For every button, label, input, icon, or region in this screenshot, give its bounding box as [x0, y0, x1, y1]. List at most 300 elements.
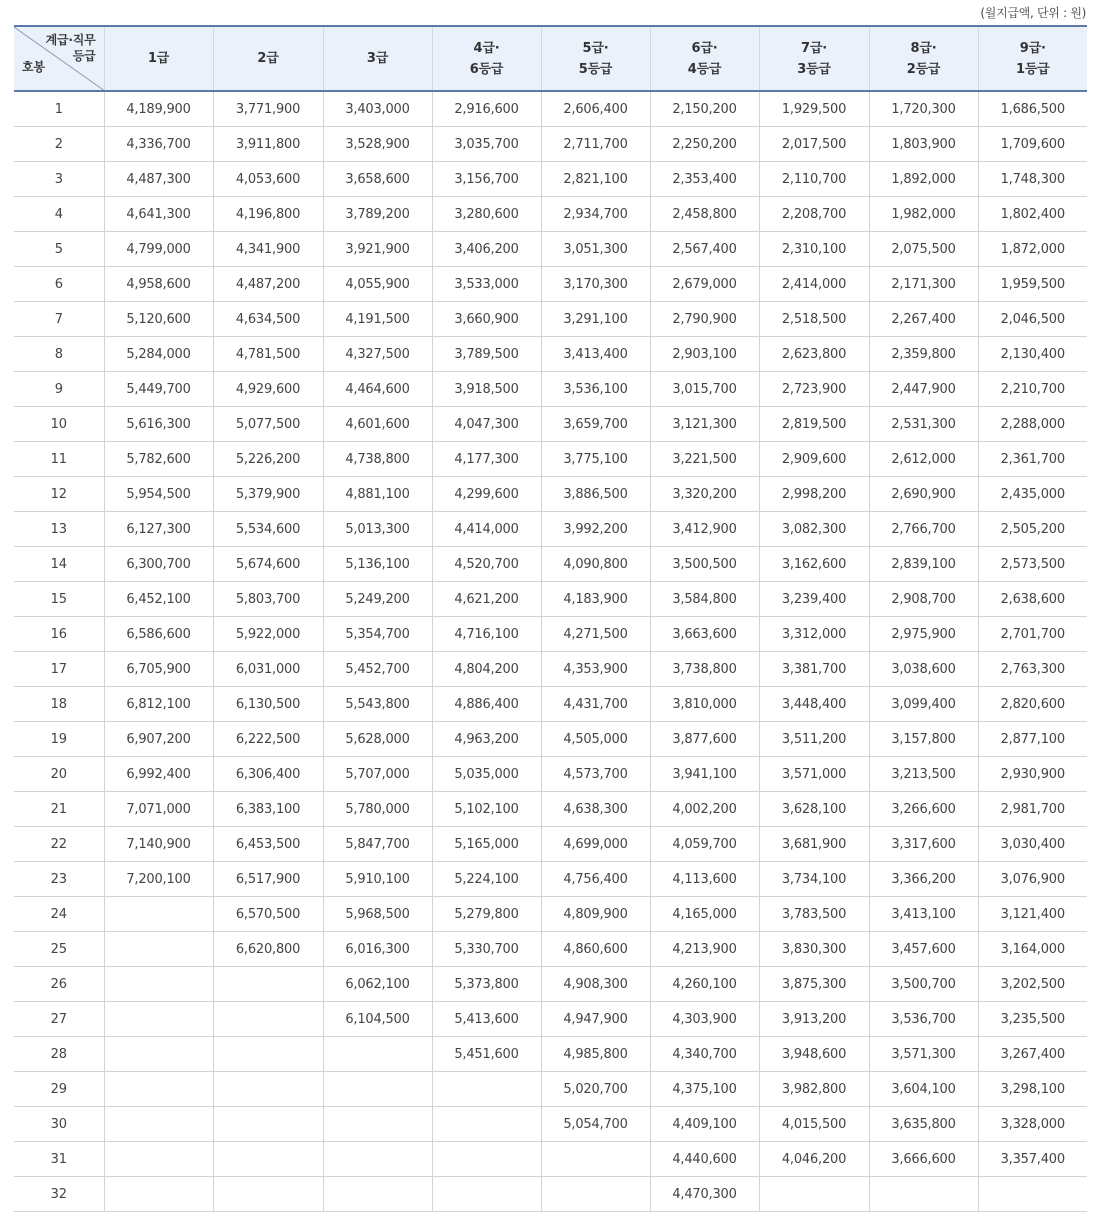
salary-cell: 5,674,600	[213, 547, 323, 582]
salary-cell: 3,235,500	[978, 1002, 1087, 1037]
salary-cell	[213, 1002, 323, 1037]
salary-cell: 5,449,700	[104, 372, 213, 407]
salary-cell: 4,440,600	[650, 1142, 759, 1177]
table-row	[14, 757, 1087, 792]
salary-table	[14, 25, 1087, 1212]
salary-cell	[323, 1107, 432, 1142]
salary-cell: 3,035,700	[432, 127, 541, 162]
salary-cell	[323, 1177, 432, 1212]
salary-cell: 3,775,100	[541, 442, 650, 477]
table-row	[14, 617, 1087, 652]
salary-cell: 2,908,700	[869, 582, 978, 617]
salary-cell: 3,121,400	[978, 897, 1087, 932]
salary-cell: 4,189,900	[104, 91, 213, 127]
salary-table-body	[14, 91, 1087, 1212]
salary-cell: 3,381,700	[759, 652, 869, 687]
salary-cell: 4,327,500	[323, 337, 432, 372]
salary-cell: 5,922,000	[213, 617, 323, 652]
salary-cell: 2,820,600	[978, 687, 1087, 722]
step-cell: 14	[14, 547, 104, 582]
salary-cell: 5,707,000	[323, 757, 432, 792]
salary-cell: 6,300,700	[104, 547, 213, 582]
step-cell: 17	[14, 652, 104, 687]
salary-cell: 4,908,300	[541, 967, 650, 1002]
table-row	[14, 862, 1087, 897]
corner-top-line2: 등급	[72, 49, 96, 63]
table-row	[14, 967, 1087, 1002]
corner-top-line1: 계급·직무	[45, 33, 96, 47]
salary-cell: 4,303,900	[650, 1002, 759, 1037]
salary-cell: 2,916,600	[432, 91, 541, 127]
salary-cell: 4,015,500	[759, 1107, 869, 1142]
table-row	[14, 407, 1087, 442]
salary-cell: 3,528,900	[323, 127, 432, 162]
salary-cell: 4,046,200	[759, 1142, 869, 1177]
salary-cell: 2,930,900	[978, 757, 1087, 792]
salary-cell: 2,150,200	[650, 91, 759, 127]
step-cell: 11	[14, 442, 104, 477]
salary-cell: 4,886,400	[432, 687, 541, 722]
step-cell: 24	[14, 897, 104, 932]
salary-cell: 4,958,600	[104, 267, 213, 302]
table-row	[14, 197, 1087, 232]
salary-cell: 5,451,600	[432, 1037, 541, 1072]
salary-cell: 3,992,200	[541, 512, 650, 547]
salary-cell: 2,819,500	[759, 407, 869, 442]
salary-cell: 5,780,000	[323, 792, 432, 827]
step-cell: 5	[14, 232, 104, 267]
salary-cell: 6,907,200	[104, 722, 213, 757]
salary-cell	[213, 1177, 323, 1212]
salary-cell: 4,414,000	[432, 512, 541, 547]
salary-cell	[213, 967, 323, 1002]
salary-cell: 2,573,500	[978, 547, 1087, 582]
salary-cell: 2,606,400	[541, 91, 650, 127]
salary-cell: 4,002,200	[650, 792, 759, 827]
salary-cell: 2,690,900	[869, 477, 978, 512]
salary-cell: 3,681,900	[759, 827, 869, 862]
salary-cell: 3,875,300	[759, 967, 869, 1002]
salary-cell: 4,716,100	[432, 617, 541, 652]
salary-cell: 4,809,900	[541, 897, 650, 932]
salary-cell: 3,366,200	[869, 862, 978, 897]
salary-cell: 3,298,100	[978, 1072, 1087, 1107]
salary-cell: 3,082,300	[759, 512, 869, 547]
salary-cell	[759, 1177, 869, 1212]
salary-cell	[213, 1072, 323, 1107]
salary-cell: 4,470,300	[650, 1177, 759, 1212]
salary-cell: 5,120,600	[104, 302, 213, 337]
salary-cell: 5,035,000	[432, 757, 541, 792]
salary-cell: 4,260,100	[650, 967, 759, 1002]
step-cell: 30	[14, 1107, 104, 1142]
salary-cell: 3,911,800	[213, 127, 323, 162]
salary-cell: 4,505,000	[541, 722, 650, 757]
step-cell: 20	[14, 757, 104, 792]
table-row	[14, 477, 1087, 512]
table-row	[14, 932, 1087, 967]
table-row	[14, 337, 1087, 372]
grade-header-7	[759, 26, 869, 91]
salary-cell: 3,291,100	[541, 302, 650, 337]
table-row	[14, 582, 1087, 617]
salary-cell	[104, 1037, 213, 1072]
salary-cell: 3,239,400	[759, 582, 869, 617]
salary-cell: 2,638,600	[978, 582, 1087, 617]
step-cell: 25	[14, 932, 104, 967]
step-cell: 18	[14, 687, 104, 722]
salary-cell: 3,317,600	[869, 827, 978, 862]
salary-cell: 2,171,300	[869, 267, 978, 302]
step-cell: 28	[14, 1037, 104, 1072]
salary-cell: 3,584,800	[650, 582, 759, 617]
salary-cell: 6,062,100	[323, 967, 432, 1002]
step-cell: 15	[14, 582, 104, 617]
salary-cell: 4,431,700	[541, 687, 650, 722]
salary-cell: 3,982,800	[759, 1072, 869, 1107]
salary-cell	[541, 1142, 650, 1177]
salary-cell: 4,055,900	[323, 267, 432, 302]
salary-cell: 5,054,700	[541, 1107, 650, 1142]
salary-cell: 6,306,400	[213, 757, 323, 792]
grade-header-6	[650, 26, 759, 91]
salary-cell: 2,353,400	[650, 162, 759, 197]
salary-cell: 5,782,600	[104, 442, 213, 477]
salary-cell: 3,666,600	[869, 1142, 978, 1177]
salary-cell: 2,839,100	[869, 547, 978, 582]
salary-cell: 2,310,100	[759, 232, 869, 267]
salary-cell: 3,536,700	[869, 1002, 978, 1037]
salary-cell: 3,771,900	[213, 91, 323, 127]
salary-cell: 2,623,800	[759, 337, 869, 372]
step-cell: 29	[14, 1072, 104, 1107]
salary-cell: 4,336,700	[104, 127, 213, 162]
salary-cell	[104, 967, 213, 1002]
salary-cell: 3,830,300	[759, 932, 869, 967]
salary-cell: 3,413,100	[869, 897, 978, 932]
salary-cell: 4,183,900	[541, 582, 650, 617]
salary-cell: 7,140,900	[104, 827, 213, 862]
salary-cell: 1,892,000	[869, 162, 978, 197]
salary-cell: 3,162,600	[759, 547, 869, 582]
salary-cell	[104, 1107, 213, 1142]
salary-cell: 4,340,700	[650, 1037, 759, 1072]
salary-cell: 3,511,200	[759, 722, 869, 757]
salary-cell: 3,500,500	[650, 547, 759, 582]
salary-cell: 3,213,500	[869, 757, 978, 792]
salary-cell: 1,686,500	[978, 91, 1087, 127]
table-row	[14, 792, 1087, 827]
table-row	[14, 827, 1087, 862]
salary-cell: 3,312,000	[759, 617, 869, 652]
grade-header-7-line1: 7급·	[801, 40, 827, 56]
table-row	[14, 442, 1087, 477]
salary-cell	[213, 1107, 323, 1142]
step-cell: 8	[14, 337, 104, 372]
salary-cell: 4,860,600	[541, 932, 650, 967]
salary-cell: 5,534,600	[213, 512, 323, 547]
step-cell: 9	[14, 372, 104, 407]
salary-cell: 1,872,000	[978, 232, 1087, 267]
table-row	[14, 1177, 1087, 1212]
salary-cell: 2,790,900	[650, 302, 759, 337]
salary-cell: 6,127,300	[104, 512, 213, 547]
grade-header-4-line1: 4급·	[473, 40, 500, 56]
salary-cell	[104, 1177, 213, 1212]
table-row	[14, 547, 1087, 582]
salary-cell: 4,756,400	[541, 862, 650, 897]
salary-cell: 3,099,400	[869, 687, 978, 722]
table-row	[14, 91, 1087, 127]
step-cell: 19	[14, 722, 104, 757]
salary-cell: 3,941,100	[650, 757, 759, 792]
salary-cell: 4,487,200	[213, 267, 323, 302]
grade-header-3	[323, 26, 432, 91]
salary-cell: 5,249,200	[323, 582, 432, 617]
salary-cell	[104, 932, 213, 967]
salary-cell: 3,635,800	[869, 1107, 978, 1142]
salary-cell: 2,723,900	[759, 372, 869, 407]
step-cell: 10	[14, 407, 104, 442]
salary-cell: 1,959,500	[978, 267, 1087, 302]
step-cell: 7	[14, 302, 104, 337]
salary-cell: 3,406,200	[432, 232, 541, 267]
unit-note: (월지급액, 단위 : 원)	[980, 6, 1086, 20]
salary-cell: 5,136,100	[323, 547, 432, 582]
grade-header-2-line1: 2급	[257, 51, 279, 66]
salary-cell: 4,047,300	[432, 407, 541, 442]
salary-cell	[213, 1037, 323, 1072]
table-row	[14, 897, 1087, 932]
salary-cell	[541, 1177, 650, 1212]
salary-cell: 4,487,300	[104, 162, 213, 197]
salary-cell: 4,641,300	[104, 197, 213, 232]
salary-cell: 1,709,600	[978, 127, 1087, 162]
salary-cell: 4,464,600	[323, 372, 432, 407]
salary-cell: 2,414,000	[759, 267, 869, 302]
salary-cell: 3,121,300	[650, 407, 759, 442]
salary-cell: 3,357,400	[978, 1142, 1087, 1177]
salary-cell: 2,998,200	[759, 477, 869, 512]
grade-header-9-line2: 1등급	[1015, 61, 1050, 77]
salary-cell: 3,886,500	[541, 477, 650, 512]
salary-cell: 4,213,900	[650, 932, 759, 967]
salary-cell: 4,573,700	[541, 757, 650, 792]
salary-cell: 2,612,000	[869, 442, 978, 477]
step-cell: 3	[14, 162, 104, 197]
salary-cell: 3,157,800	[869, 722, 978, 757]
salary-cell: 1,982,000	[869, 197, 978, 232]
salary-cell: 4,165,000	[650, 897, 759, 932]
table-row	[14, 267, 1087, 302]
salary-cell: 4,963,200	[432, 722, 541, 757]
salary-cell: 3,658,600	[323, 162, 432, 197]
salary-cell: 3,921,900	[323, 232, 432, 267]
salary-cell: 2,046,500	[978, 302, 1087, 337]
salary-cell: 2,075,500	[869, 232, 978, 267]
table-row	[14, 1107, 1087, 1142]
salary-cell: 6,016,300	[323, 932, 432, 967]
salary-cell: 1,802,400	[978, 197, 1087, 232]
salary-cell	[323, 1037, 432, 1072]
step-cell: 23	[14, 862, 104, 897]
salary-cell: 3,164,000	[978, 932, 1087, 967]
salary-cell: 4,409,100	[650, 1107, 759, 1142]
salary-cell: 4,799,000	[104, 232, 213, 267]
salary-cell: 5,226,200	[213, 442, 323, 477]
salary-cell: 2,934,700	[541, 197, 650, 232]
salary-cell: 5,279,800	[432, 897, 541, 932]
salary-cell: 2,567,400	[650, 232, 759, 267]
salary-cell: 3,810,000	[650, 687, 759, 722]
salary-cell: 6,222,500	[213, 722, 323, 757]
salary-cell: 2,981,700	[978, 792, 1087, 827]
salary-cell: 3,913,200	[759, 1002, 869, 1037]
salary-cell: 3,571,300	[869, 1037, 978, 1072]
salary-cell: 4,738,800	[323, 442, 432, 477]
salary-cell: 4,271,500	[541, 617, 650, 652]
grade-header-4-line2: 6등급	[469, 61, 504, 77]
salary-cell: 6,812,100	[104, 687, 213, 722]
salary-cell: 5,224,100	[432, 862, 541, 897]
salary-cell: 4,191,500	[323, 302, 432, 337]
step-cell: 12	[14, 477, 104, 512]
salary-cell: 4,781,500	[213, 337, 323, 372]
salary-cell: 3,015,700	[650, 372, 759, 407]
salary-cell: 3,202,500	[978, 967, 1087, 1002]
grade-header-9-line1: 9급·	[1019, 40, 1046, 56]
salary-cell: 4,881,100	[323, 477, 432, 512]
salary-cell: 5,379,900	[213, 477, 323, 512]
salary-cell: 1,720,300	[869, 91, 978, 127]
salary-cell: 5,968,500	[323, 897, 432, 932]
table-row	[14, 722, 1087, 757]
salary-cell: 1,748,300	[978, 162, 1087, 197]
salary-cell: 3,156,700	[432, 162, 541, 197]
salary-cell: 5,284,000	[104, 337, 213, 372]
salary-cell: 2,017,500	[759, 127, 869, 162]
salary-cell: 6,620,800	[213, 932, 323, 967]
salary-cell: 3,628,100	[759, 792, 869, 827]
table-row	[14, 232, 1087, 267]
salary-cell: 6,586,600	[104, 617, 213, 652]
salary-cell: 3,328,000	[978, 1107, 1087, 1142]
salary-cell: 4,601,600	[323, 407, 432, 442]
salary-cell: 3,663,600	[650, 617, 759, 652]
salary-cell: 2,359,800	[869, 337, 978, 372]
salary-cell: 5,413,600	[432, 1002, 541, 1037]
salary-cell: 2,763,300	[978, 652, 1087, 687]
salary-cell: 6,570,500	[213, 897, 323, 932]
salary-cell: 3,413,400	[541, 337, 650, 372]
grade-header-6-line1: 6급·	[691, 40, 718, 56]
salary-cell: 4,299,600	[432, 477, 541, 512]
step-cell: 26	[14, 967, 104, 1002]
salary-cell: 4,621,200	[432, 582, 541, 617]
salary-cell: 5,013,300	[323, 512, 432, 547]
salary-cell: 2,505,200	[978, 512, 1087, 547]
salary-cell: 2,909,600	[759, 442, 869, 477]
salary-cell: 5,616,300	[104, 407, 213, 442]
salary-cell	[213, 1142, 323, 1177]
salary-cell	[323, 1142, 432, 1177]
salary-cell: 3,320,200	[650, 477, 759, 512]
salary-cell: 6,031,000	[213, 652, 323, 687]
salary-cell: 2,711,700	[541, 127, 650, 162]
salary-cell: 1,929,500	[759, 91, 869, 127]
salary-cell: 2,701,700	[978, 617, 1087, 652]
table-row	[14, 372, 1087, 407]
salary-cell: 2,975,900	[869, 617, 978, 652]
salary-cell: 4,196,800	[213, 197, 323, 232]
salary-cell: 3,448,400	[759, 687, 869, 722]
table-row	[14, 302, 1087, 337]
salary-cell: 4,929,600	[213, 372, 323, 407]
grade-header-8	[869, 26, 978, 91]
salary-cell: 5,354,700	[323, 617, 432, 652]
salary-cell: 2,903,100	[650, 337, 759, 372]
salary-cell: 2,877,100	[978, 722, 1087, 757]
salary-cell: 6,130,500	[213, 687, 323, 722]
salary-cell: 7,071,000	[104, 792, 213, 827]
salary-cell: 4,804,200	[432, 652, 541, 687]
table-row	[14, 1072, 1087, 1107]
salary-cell: 4,090,800	[541, 547, 650, 582]
salary-cell: 4,985,800	[541, 1037, 650, 1072]
table-row	[14, 1037, 1087, 1072]
salary-cell: 4,375,100	[650, 1072, 759, 1107]
header-row	[14, 26, 1087, 91]
salary-cell: 5,803,700	[213, 582, 323, 617]
table-row	[14, 512, 1087, 547]
salary-cell: 5,165,000	[432, 827, 541, 862]
salary-cell: 2,361,700	[978, 442, 1087, 477]
grade-header-2	[213, 26, 323, 91]
salary-cell: 3,403,000	[323, 91, 432, 127]
table-row	[14, 687, 1087, 722]
salary-cell: 2,458,800	[650, 197, 759, 232]
salary-cell: 2,267,400	[869, 302, 978, 337]
grade-header-6-line2: 4등급	[687, 61, 722, 77]
corner-bottom-label: 호봉	[22, 60, 45, 74]
step-cell: 6	[14, 267, 104, 302]
salary-cell: 5,543,800	[323, 687, 432, 722]
salary-cell: 3,500,700	[869, 967, 978, 1002]
grade-header-1-line1: 1급	[147, 51, 170, 66]
step-cell: 1	[14, 91, 104, 127]
salary-cell	[432, 1177, 541, 1212]
salary-cell: 6,517,900	[213, 862, 323, 897]
salary-cell: 3,038,600	[869, 652, 978, 687]
salary-cell: 3,030,400	[978, 827, 1087, 862]
salary-cell	[432, 1107, 541, 1142]
salary-cell: 4,341,900	[213, 232, 323, 267]
salary-cell: 6,452,100	[104, 582, 213, 617]
salary-cell: 2,766,700	[869, 512, 978, 547]
salary-cell: 3,076,900	[978, 862, 1087, 897]
salary-cell: 5,628,000	[323, 722, 432, 757]
salary-cell: 3,266,600	[869, 792, 978, 827]
salary-cell: 5,452,700	[323, 652, 432, 687]
salary-cell: 4,053,600	[213, 162, 323, 197]
corner-header-cell	[14, 26, 104, 91]
salary-cell: 2,210,700	[978, 372, 1087, 407]
salary-cell: 3,734,100	[759, 862, 869, 897]
salary-cell: 2,679,000	[650, 267, 759, 302]
table-row	[14, 1002, 1087, 1037]
table-row	[14, 162, 1087, 197]
step-cell: 4	[14, 197, 104, 232]
